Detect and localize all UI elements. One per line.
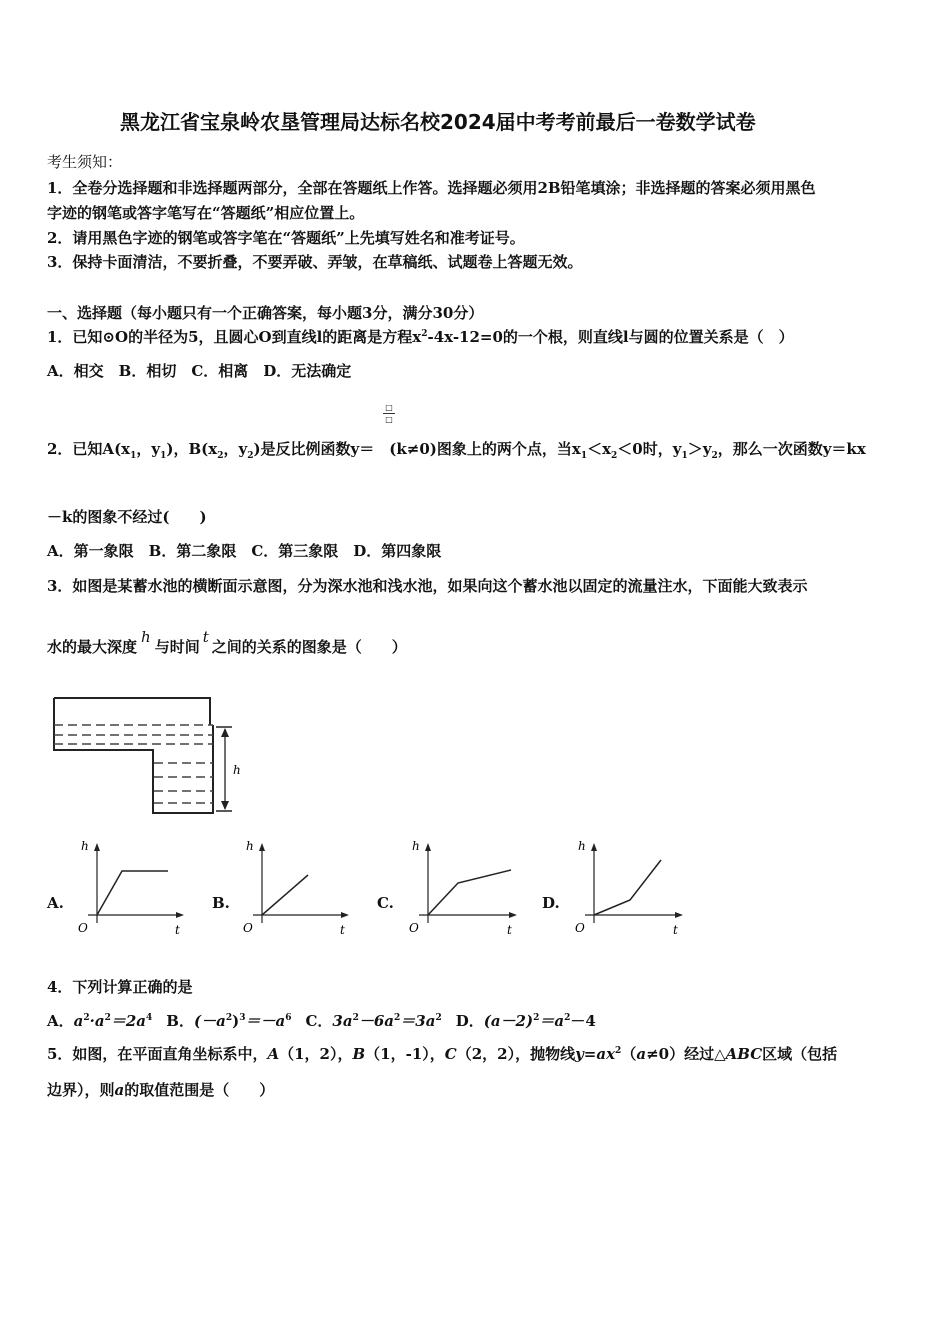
q3-part: 与时间 xyxy=(154,638,200,656)
graph-a-y-label: h xyxy=(81,839,89,853)
q3-var-t: t xyxy=(202,628,209,646)
option-d-label: D. xyxy=(542,894,560,912)
q1-options: A．相交 B．相切 C．相离 D．无法确定 xyxy=(47,362,352,380)
q4-part: ·a xyxy=(89,1012,105,1030)
q5-part: ≠0）经过△ xyxy=(646,1045,726,1063)
q2-line2: －k的图象不经过( ) xyxy=(47,508,207,526)
q3-line2 xyxy=(47,628,407,657)
q2-sub: 2 xyxy=(611,451,618,461)
q2-part: 2．已知A(x xyxy=(47,440,131,458)
graph-c-y-label: h xyxy=(412,839,420,853)
y-axis-arrow xyxy=(259,843,265,851)
q4-sup: 6 xyxy=(285,1013,292,1023)
section-heading: 一、选择题（每小题只有一个正确答案，每小题3分，满分30分） xyxy=(47,304,484,322)
graph-c xyxy=(401,838,521,938)
x-axis-arrow xyxy=(176,912,184,918)
q2-stem xyxy=(47,439,866,459)
q2-sub: 2 xyxy=(247,451,254,461)
q5-part: （ xyxy=(621,1045,637,1063)
q4-opt-d-label: D． xyxy=(455,1012,484,1030)
q2-fraction xyxy=(383,403,395,424)
q4-part: (－a xyxy=(193,1012,226,1030)
q5-point-b: B xyxy=(352,1045,366,1063)
q1-stem xyxy=(47,327,794,347)
q4-stem: 4．下列计算正确的是 xyxy=(47,978,193,996)
notice-item-1a: 1．全卷分选择题和非选择题两部分，全部在答题纸上作答。选择题必须用2B铅笔填涂；非选择题的答案必须用黑色 xyxy=(47,179,816,197)
q4-sup: 2 xyxy=(225,1013,233,1023)
graph-b-y-label: h xyxy=(246,839,254,853)
q5-var-a: a xyxy=(114,1081,125,1099)
graph-c-origin: O xyxy=(409,921,419,935)
q5-part: 区域（包括 xyxy=(762,1045,838,1063)
q4-sup: 2 xyxy=(352,1013,359,1023)
q5-triangle: ABC xyxy=(725,1045,763,1063)
page-title: 黑龙江省宝泉岭农垦管理局达标名校2024届中考考前最后一卷数学试卷 xyxy=(120,110,756,134)
option-a-label: A. xyxy=(47,894,64,912)
q1-text-a: 1．已知⊙O的半径为5，且圆心O到直线l的距离是方程x xyxy=(47,328,422,346)
q4-sup: 2 xyxy=(435,1013,442,1023)
q5-stem xyxy=(47,1044,837,1064)
q2-sub: 1 xyxy=(681,451,688,461)
q4-sup: 2 xyxy=(104,1013,111,1023)
depth-label: h xyxy=(233,763,241,777)
graph-a-origin: O xyxy=(78,921,88,935)
q5-line2 xyxy=(47,1080,274,1100)
q2-sub: 1 xyxy=(580,451,588,461)
q3-line1: 3．如图是某蓄水池的横断面示意图，分为深水池和浅水池，如果向这个蓄水池以固定的流量注水，下面能大致表示 xyxy=(47,577,808,595)
q1-sup: 2 xyxy=(421,329,428,339)
q1-text-b: -4x-12=0的一个根，则直线l与圆的位置关系是（ ） xyxy=(427,328,794,346)
q2-part: )是反比例函数y＝ (k≠0)图象上的两个点，当x xyxy=(253,440,581,458)
q4-part: ＝a xyxy=(539,1012,565,1030)
q5-point-a: A xyxy=(267,1045,280,1063)
q4-part: (a－2) xyxy=(483,1012,534,1030)
q2-sub: 2 xyxy=(711,451,718,461)
q3-part: 水的最大深度 xyxy=(47,638,138,656)
q2-part: ＞y xyxy=(687,440,712,458)
q2-options: A．第一象限 B．第二象限 C．第三象限 D．第四象限 xyxy=(47,542,442,560)
reservoir-wall xyxy=(54,698,213,813)
graph-c-line xyxy=(428,870,511,915)
q3-var-h: h xyxy=(141,628,151,646)
q2-part: )，B(x xyxy=(166,440,218,458)
option-b-label: B. xyxy=(212,894,230,912)
q2-part: ，y xyxy=(136,440,161,458)
q4-opt-c-label: C． xyxy=(305,1012,333,1030)
q5-part: 边界），则 xyxy=(47,1081,115,1099)
graph-b-line xyxy=(262,875,308,915)
reservoir-diagram xyxy=(50,695,250,825)
q4-sup: 3 xyxy=(239,1013,246,1023)
q5-part: 5．如图，在平面直角坐标系中， xyxy=(47,1045,268,1063)
q2-frac-num: □ xyxy=(385,403,393,412)
q5-sup: 2 xyxy=(615,1046,622,1056)
graph-d-line xyxy=(594,860,661,915)
q4-sup: 4 xyxy=(146,1013,153,1023)
graph-d xyxy=(567,838,687,938)
arrow-head-down xyxy=(221,801,229,810)
y-axis-arrow xyxy=(94,843,100,851)
q4-part: 3a xyxy=(332,1012,353,1030)
q4-sup: 2 xyxy=(533,1013,540,1023)
q4-sup: 2 xyxy=(564,1013,571,1023)
graph-d-y-label: h xyxy=(578,839,586,853)
q2-part: ，y xyxy=(223,440,248,458)
graph-b-x-label: t xyxy=(340,923,345,937)
q5-part: （1，2）， xyxy=(279,1045,353,1063)
graph-b-origin: O xyxy=(243,921,253,935)
q4-sup: 2 xyxy=(83,1013,90,1023)
q4-sup: 2 xyxy=(394,1013,401,1023)
graph-d-origin: O xyxy=(575,921,585,935)
arrow-head-up xyxy=(221,728,229,737)
q2-sub: 2 xyxy=(217,451,224,461)
x-axis-arrow xyxy=(509,912,517,918)
q4-part: －6a xyxy=(358,1012,394,1030)
notice-item-2: 2．请用黑色字迹的钢笔或答字笔在“答题纸”上先填写姓名和准考证号。 xyxy=(47,229,525,247)
notice-item-3: 3．保持卡面清洁，不要折叠，不要弄破、弄皱，在草稿纸、试题卷上答题无效。 xyxy=(47,253,583,271)
q5-point-c: C xyxy=(444,1045,457,1063)
q4-opt-b-label: B． xyxy=(166,1012,194,1030)
q5-part: （1，-1）， xyxy=(365,1045,445,1063)
graph-a-x-label: t xyxy=(175,923,180,937)
q4-part: ＝－a xyxy=(245,1012,286,1030)
option-c-label: C. xyxy=(377,894,394,912)
notice-heading: 考生须知： xyxy=(47,153,123,171)
graph-b xyxy=(235,838,345,938)
q5-part: （2，2），抛物线 xyxy=(456,1045,576,1063)
y-axis-arrow xyxy=(591,843,597,851)
q5-part: 的取值范围是（ ） xyxy=(124,1081,275,1099)
q2-part: ，那么一次函数y＝kx xyxy=(717,440,866,458)
q5-equation: y=ax xyxy=(575,1045,616,1063)
q4-options xyxy=(47,1011,596,1031)
q4-part: ＝2a xyxy=(110,1012,147,1030)
q5-var-a: a xyxy=(636,1045,647,1063)
q2-part: ＜0时，y xyxy=(617,440,682,458)
y-axis-arrow xyxy=(425,843,431,851)
q4-part: ＝3a xyxy=(400,1012,436,1030)
q4-opt-a-label: A． xyxy=(47,1012,74,1030)
reservoir-outline xyxy=(53,698,210,815)
notice-item-1b: 字迹的钢笔或答字笔写在“答题纸”相应位置上。 xyxy=(47,204,365,222)
x-axis-arrow xyxy=(675,912,683,918)
graph-d-x-label: t xyxy=(673,923,678,937)
x-axis-arrow xyxy=(341,912,349,918)
q2-sub: 1 xyxy=(160,451,167,461)
q4-part: a xyxy=(73,1012,84,1030)
q4-part: ) xyxy=(232,1012,240,1030)
graph-a-line xyxy=(97,871,168,915)
q4-part: －4 xyxy=(570,1012,596,1030)
q2-part: ＜x xyxy=(587,440,612,458)
q2-sub: 1 xyxy=(130,451,137,461)
q2-frac-den: □ xyxy=(385,415,393,424)
graph-a xyxy=(70,838,180,938)
graph-c-x-label: t xyxy=(507,923,512,937)
q3-part: 之间的关系的图象是（ ） xyxy=(211,638,407,656)
